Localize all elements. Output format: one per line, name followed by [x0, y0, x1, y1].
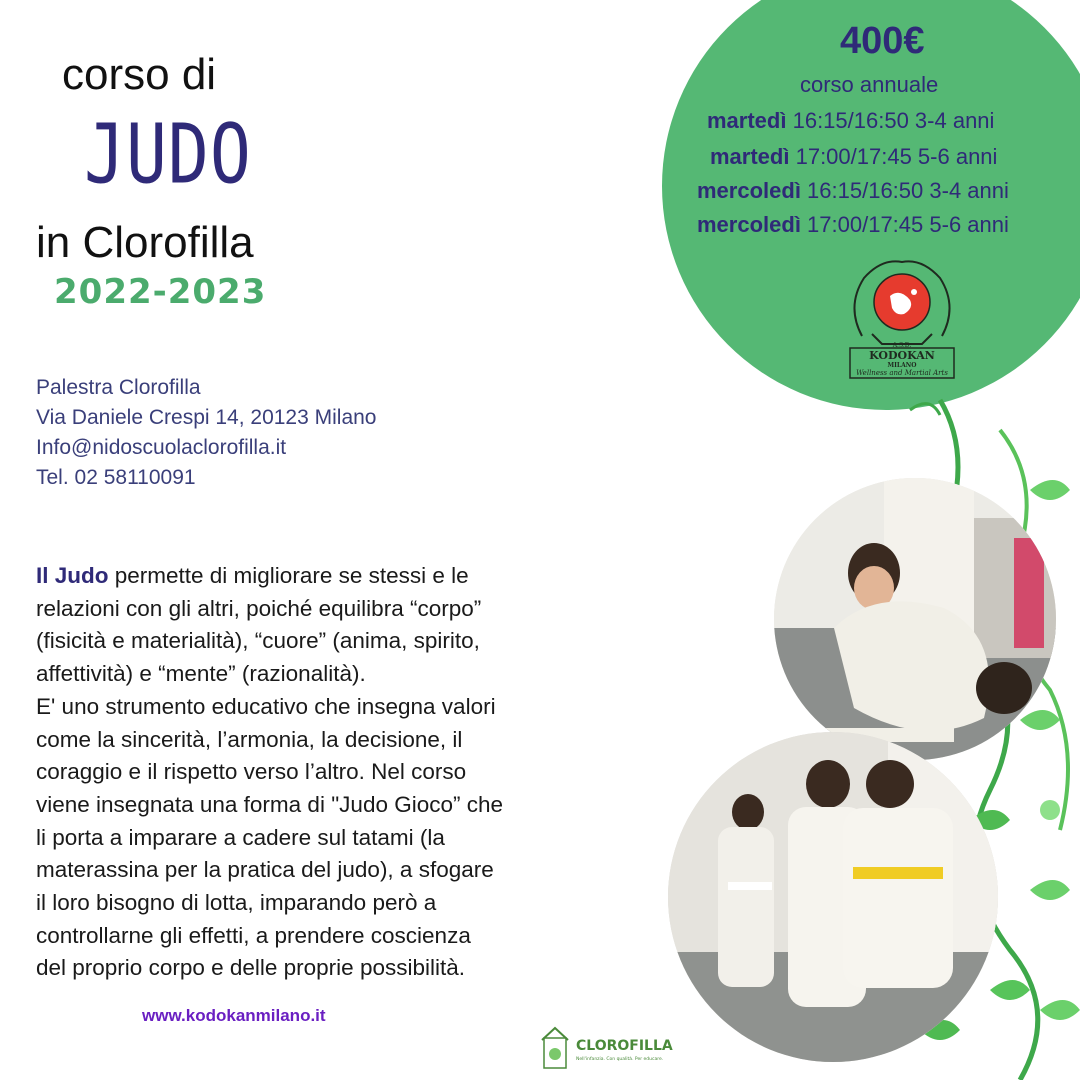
- logo-name: KODOKAN: [869, 349, 935, 362]
- description-line: controllarne gli effetti, a prendere coscienza: [36, 922, 471, 948]
- title-judo: JUDO: [84, 108, 252, 203]
- description-line: affettività) e “mente” (razionalità).: [36, 661, 366, 687]
- description-line: (fisicità e materialità), “cuore” (anima, spirito,: [36, 628, 480, 654]
- contact-email[interactable]: Info@nidoscuolaclorofilla.it: [36, 436, 287, 459]
- schedule-day: martedì: [707, 108, 787, 133]
- description-line: coraggio e il rispetto verso l’altro. Nel corso: [36, 759, 467, 785]
- contact-venue: Palestra Clorofilla: [36, 376, 201, 399]
- logo-city: MILANO: [887, 362, 917, 369]
- brand-name: CLOROFILLA: [576, 1038, 673, 1054]
- logo-asd: A.S.D.: [892, 342, 912, 349]
- schedule-row: [710, 144, 997, 170]
- schedule-detail: 16:15/16:50 3-4 anni: [800, 178, 1009, 203]
- schedule-detail: 17:00/17:45 5-6 anni: [789, 144, 998, 169]
- brand-tagline: Nell'infanzia. Con qualità. Per educare.: [576, 1057, 664, 1062]
- description-line: come la sincerità, l’armonia, la decisione, il: [36, 726, 463, 752]
- photo-judo-kids-bowing: [774, 478, 1056, 760]
- contact-address: Via Daniele Crespi 14, 20123 Milano: [36, 406, 377, 429]
- description-line: li porta a imparare a cadere sul tatami (la: [36, 824, 445, 850]
- website-link[interactable]: www.kodokanmilano.it: [142, 1006, 326, 1025]
- description-line: materassina per la pratica del judo), a sfogare: [36, 857, 494, 883]
- description-lead: Il Judo: [36, 563, 109, 588]
- description-line: del proprio corpo e delle proprie possibilità.: [36, 955, 465, 981]
- description-line: E' uno strumento educativo che insegna valori: [36, 693, 496, 719]
- schedule-day: martedì: [710, 144, 790, 169]
- schedule-detail: 16:15/16:50 3-4 anni: [786, 108, 995, 133]
- clorofilla-logo: [538, 1024, 678, 1072]
- schedule-row: [697, 212, 1009, 238]
- price-subtitle: corso annuale: [800, 72, 939, 97]
- description-line: permette di migliorare se stessi e le: [108, 563, 469, 588]
- description-line: viene insegnata una forma di "Judo Gioco” che: [36, 791, 504, 817]
- logo-tagline: Wellness and Martial Arts: [856, 369, 948, 377]
- schedule-row: [697, 178, 1009, 204]
- description-line: il loro bisogno di lotta, imparando però a: [36, 890, 437, 916]
- contact-phone[interactable]: Tel. 02 58110091: [36, 466, 196, 489]
- schedule-row: [707, 108, 994, 134]
- description-paragraph: [36, 560, 546, 985]
- kodokan-logo: [842, 256, 962, 382]
- title-corso: corso di: [62, 50, 217, 99]
- schedule-day: mercoledì: [697, 212, 801, 237]
- schedule-detail: 17:00/17:45 5-6 anni: [800, 212, 1009, 237]
- price: 400€: [840, 20, 925, 62]
- photo-judo-kids-sparring: [668, 732, 998, 1062]
- title-year: 2022-2023: [54, 272, 267, 312]
- schedule-day: mercoledì: [697, 178, 801, 203]
- title-in-clorofilla: in Clorofilla: [36, 218, 254, 267]
- description-line: relazioni con gli altri, poiché equilibra “corpo”: [36, 595, 482, 621]
